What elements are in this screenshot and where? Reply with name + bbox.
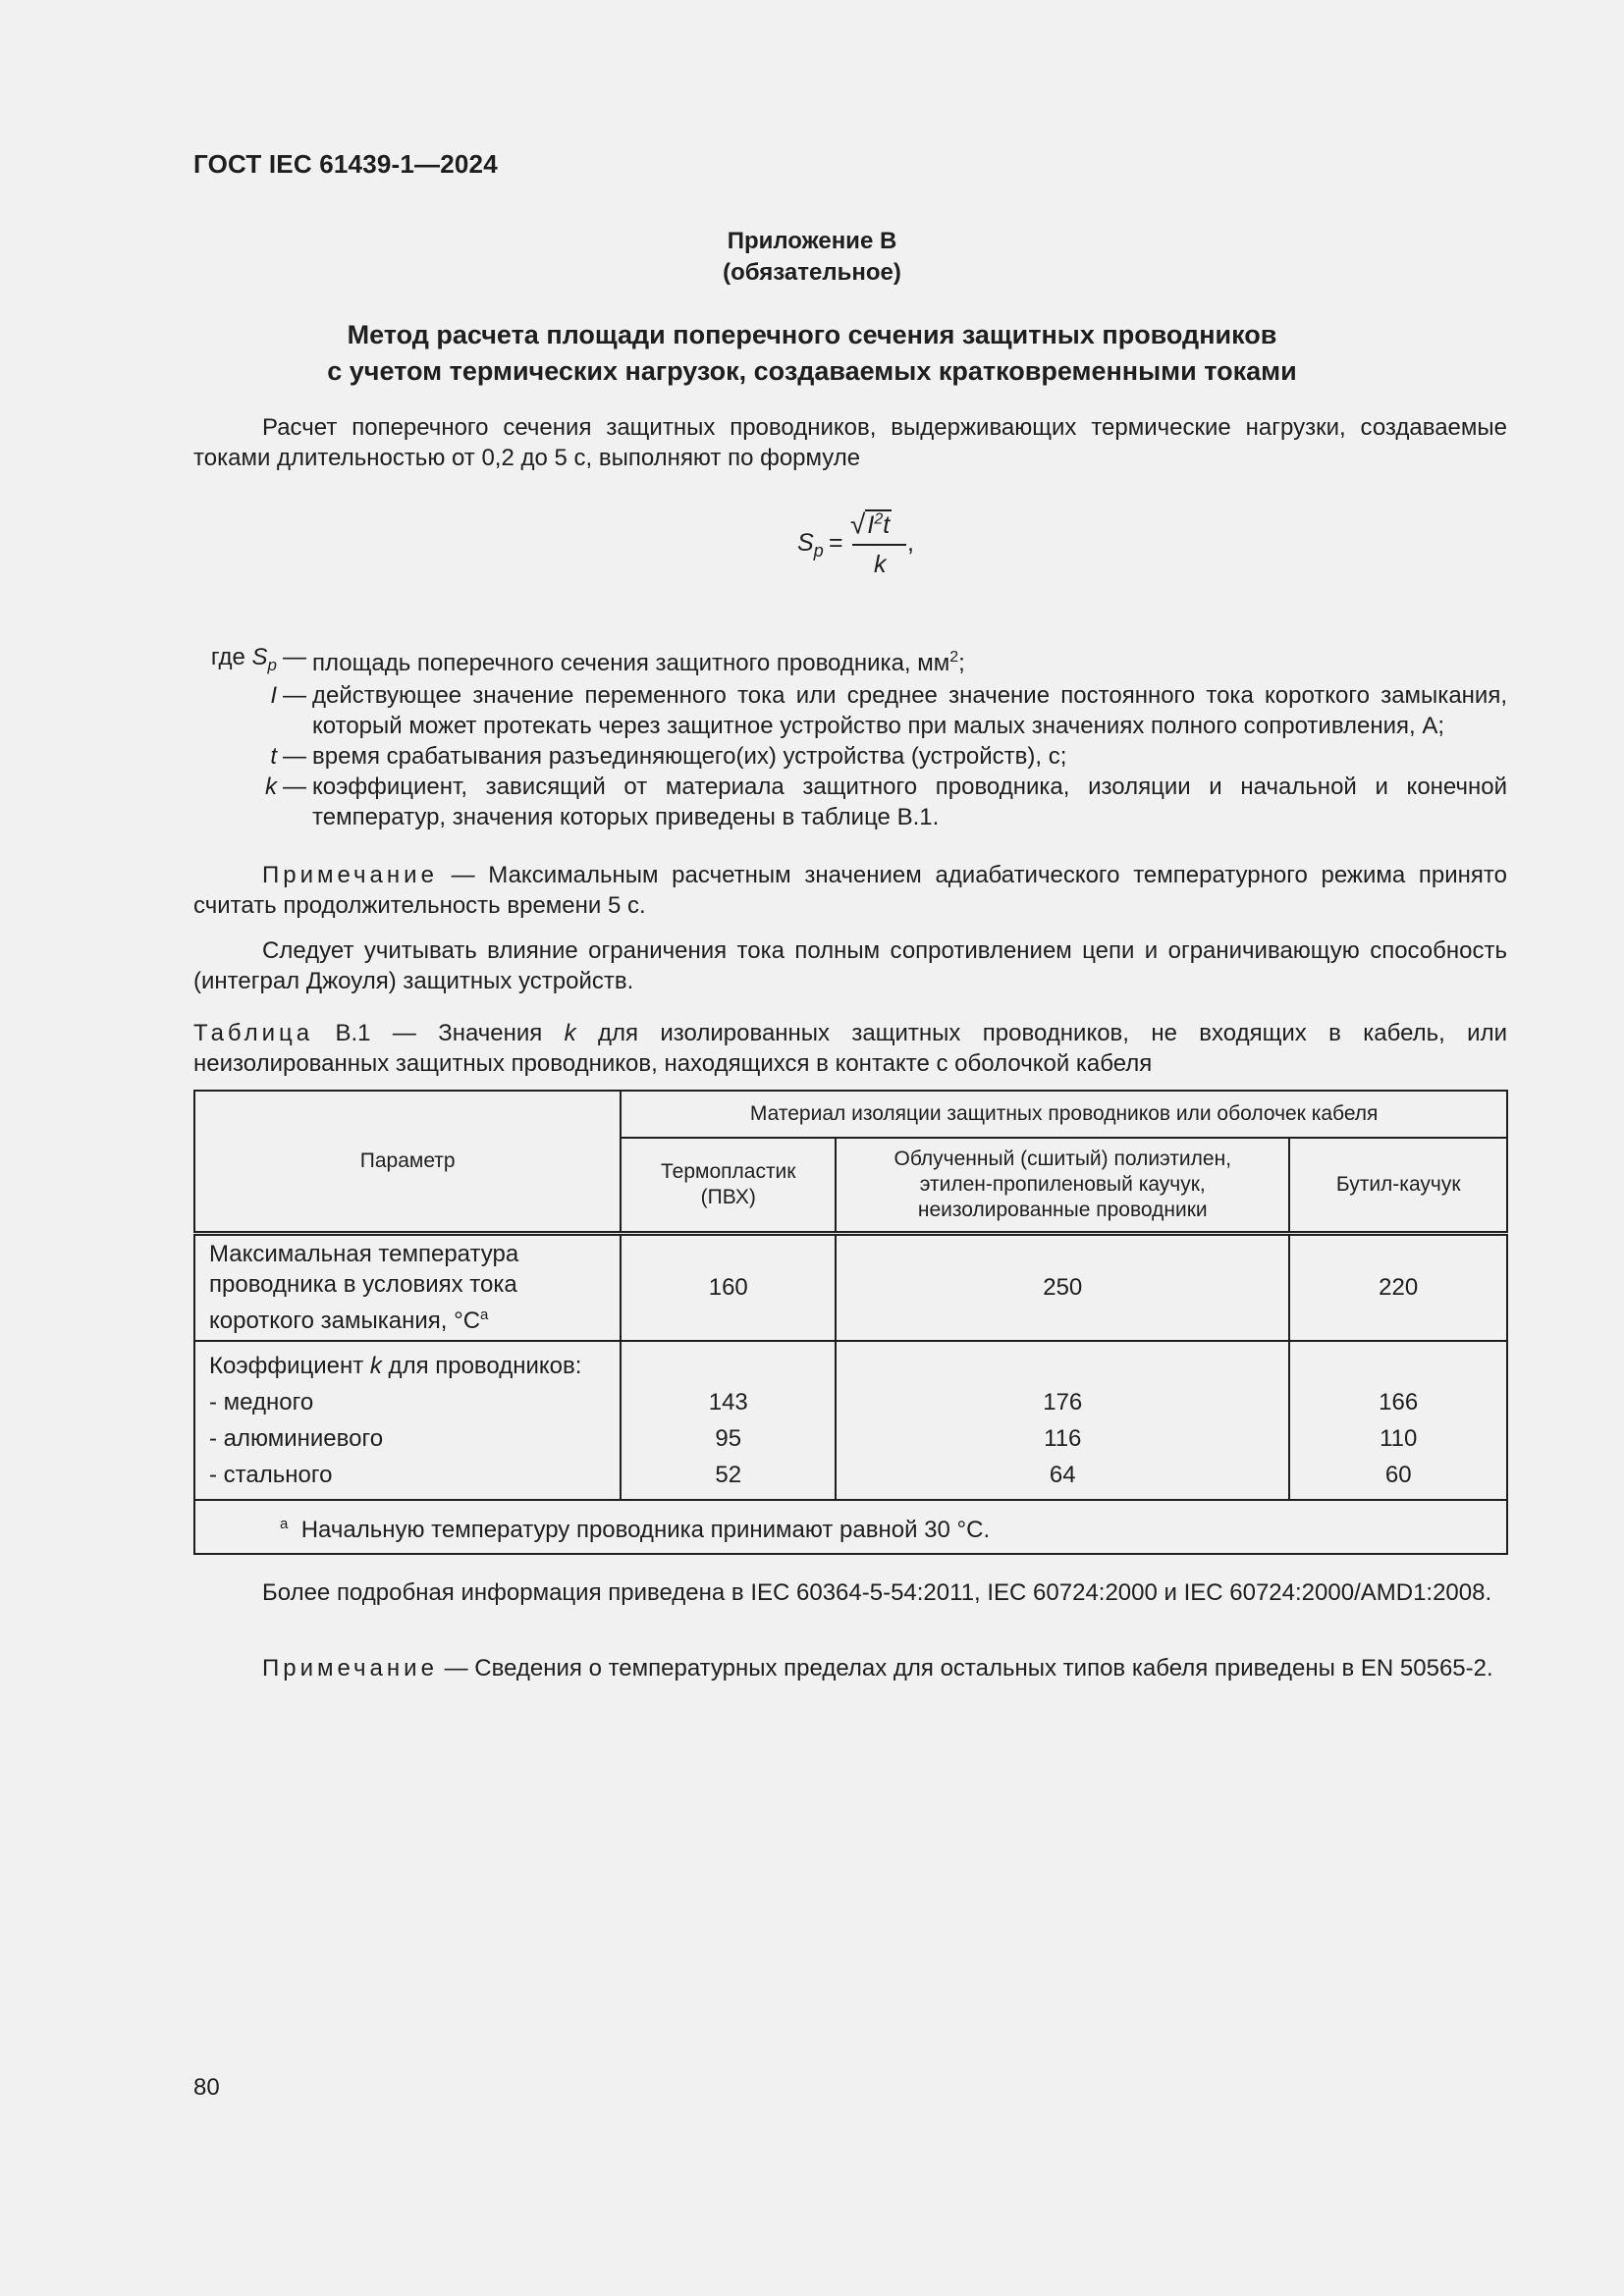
note-1: Примечание — Максимальным расчетным значением адиабатического температурного режима принято считать продолжительность времени 5 с. [193,862,1507,919]
header-thermoplastic: Термопластик (ПВХ) [621,1138,836,1233]
header-material-group: Материал изоляции защитных проводников или оболочек кабеля [621,1091,1507,1138]
note-2: Примечание — Сведения о температурных пределах для остальных типов кабеля приведены в EN 50565-2. [262,1655,1493,1682]
table-caption: Таблица В.1 — Значения k для изолированных защитных проводников, не входящих в кабель, или неизолированных защитных проводников, находящихся в контакте с оболочкой кабеля [193,1020,1507,1077]
fraction-line [852,544,906,546]
formula-equals: = [829,529,843,557]
definition-sp: где $S_p$ — площадь поперечного сечения защитного проводника, $мм^2$; [210,644,965,676]
paragraph-2: Следует учитывать влияние ограничения тока полным сопротивлением цепи и ограничивающую способность (интеграл Джоуля) защитных устройств. [193,937,1507,994]
cell-value: 250 [836,1233,1289,1341]
cell-values-xlpe: 176 116 64 [836,1341,1289,1500]
k-values-table [193,1090,1508,1555]
annex-heading [0,226,1624,289]
table-footnote-row [194,1500,1507,1554]
cell-values-thermoplastic: 143 95 52 [621,1341,836,1500]
cell-value: 160 [621,1233,836,1341]
paragraph-3: Более подробная информация приведена в IEC 60364-5-54:2011, IEC 60724:2000 и IEC 60724:2000/AMD1:2008. [262,1579,1492,1606]
formula-numerator: $√I^2t$ [850,508,891,540]
table-row [194,1341,1507,1500]
page-number: 80 [193,2074,220,2101]
section-title [0,317,1624,390]
formula-comma: , [907,529,914,557]
row-coefficient-label: Коэффициент k для проводников: - медного - алюминиевого - стального [194,1341,621,1500]
document-header: ГОСТ IEC 61439-1—2024 [193,149,498,179]
section-title-line-1: Метод расчета площади поперечного сечения защитных проводников [347,320,1277,349]
intro-paragraph: Расчет поперечного сечения защитных проводников, выдерживающих термические нагрузки, создаваемые токами длительностью от 0,2 до 5 с, выполняют по формуле [193,414,1507,471]
header-butyl-rubber: Бутил-каучук [1289,1138,1507,1233]
formula-lhs: $S_p$ [797,529,824,561]
header-parameter: Параметр [194,1091,621,1233]
definition-k: k — коэффициент, зависящий от материала защитного проводника, изоляции и начальной и конечной температур, значения которых приведены в таблице В.1. [265,773,1507,830]
table-header-row [194,1091,1507,1138]
square-root-icon: √ [850,508,866,540]
definitions-list [193,642,1507,832]
definition-i: I — действующее значение переменного тока или среднее значение постоянного тока короткого замыкания, который может протекать через защитное устройство при малых значениях полного сопротивления, А; [270,681,1507,739]
formula-denominator: k [874,551,887,578]
formula [791,501,929,589]
annex-status: (обязательное) [723,259,901,286]
header-xlpe: Облученный (сшитый) полиэтилен, этилен-пропиленовый каучук, неизолированные проводники [836,1138,1289,1233]
section-title-line-2: с учетом термических нагрузок, создаваемых кратковременными токами [327,356,1297,386]
table-row [194,1233,1507,1341]
cell-values-butyl: 166 110 60 [1289,1341,1507,1500]
row-max-temperature-label: Максимальная температура проводника в условиях тока короткого замыкания, $^\circ C^a$ [194,1233,621,1341]
cell-value: 220 [1289,1233,1507,1341]
definition-t: t — время срабатывания разъединяющего(их) устройства (устройств), с; [270,742,1067,770]
annex-title: Приложение В [727,228,897,254]
table-footnote: $^a$ Начальную температуру проводника принимают равной 30 °С. [194,1500,1507,1554]
